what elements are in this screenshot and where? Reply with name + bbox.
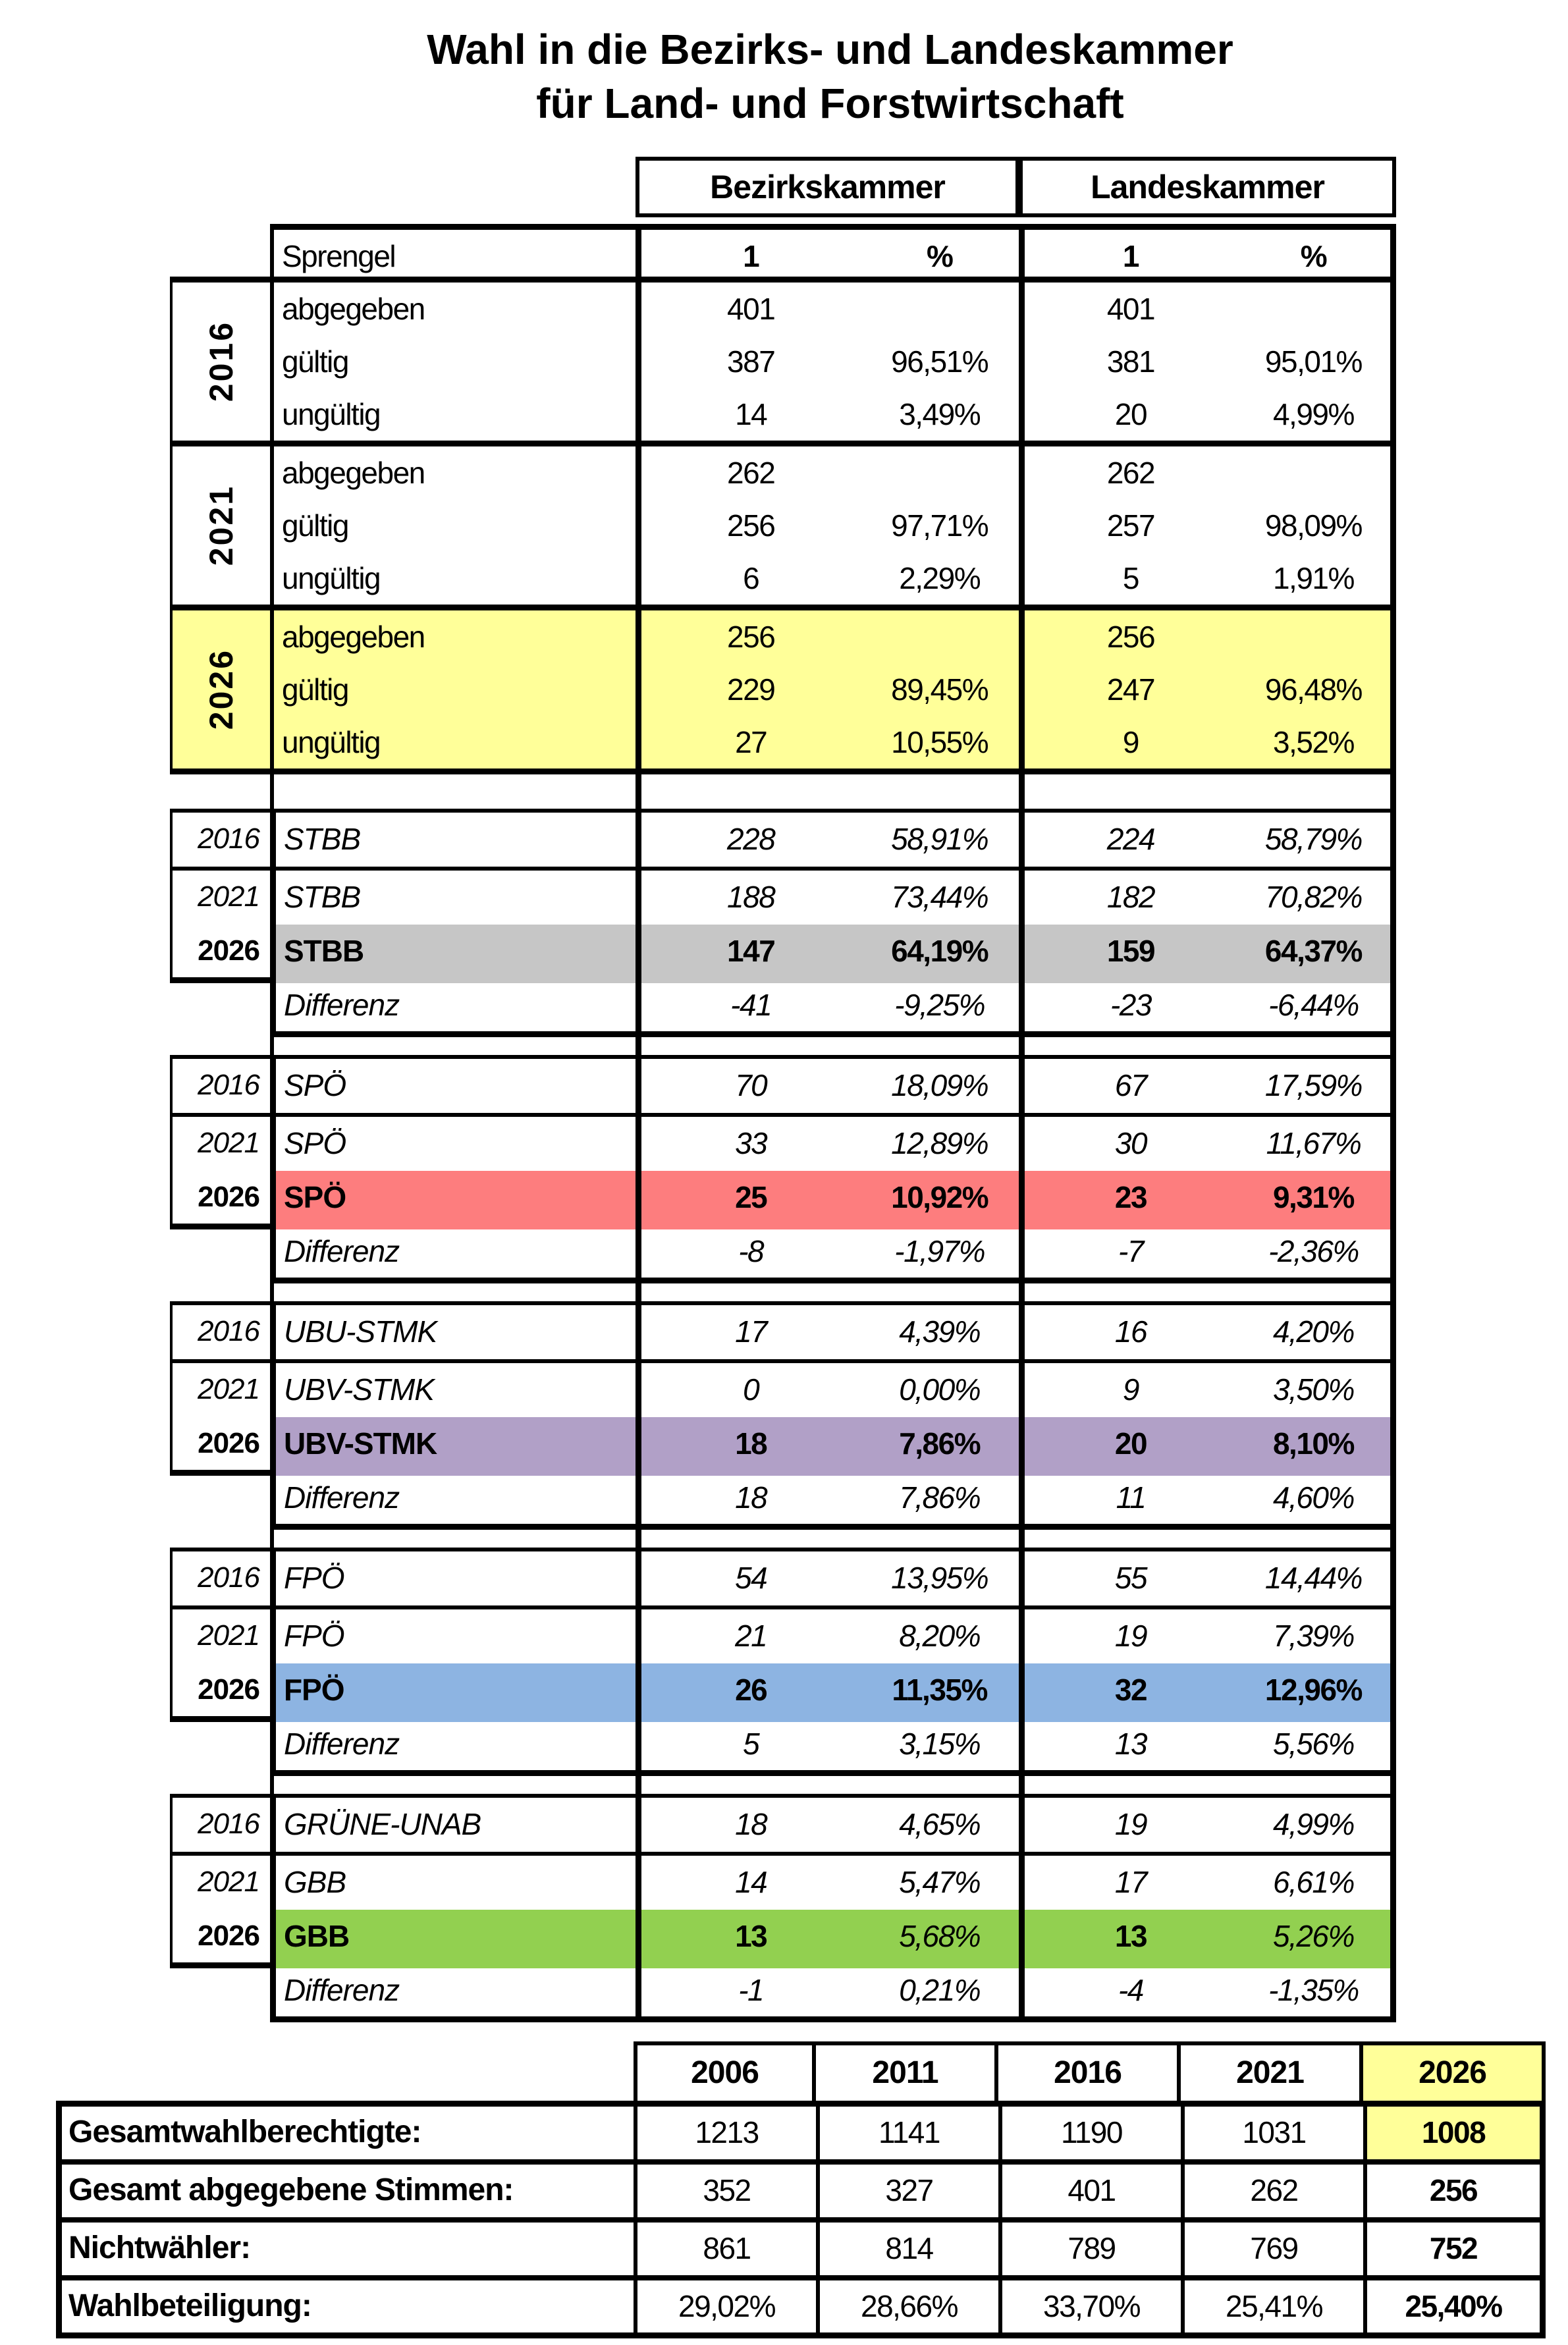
party-row-highlight	[170, 1171, 1396, 1225]
party-name: GBB	[270, 1856, 635, 1910]
party-row-highlight	[170, 1910, 1396, 1964]
group-gap	[270, 1033, 1568, 1055]
party-row	[170, 1798, 1396, 1856]
row-label: gültig	[282, 672, 348, 707]
value: 4,99%	[1272, 397, 1354, 431]
value: 814	[816, 2223, 998, 2275]
value: 20	[1114, 397, 1147, 431]
party-row-highlight	[170, 1663, 1396, 1717]
value: 13	[1114, 1919, 1147, 1953]
differenz-label: Differenz	[270, 1717, 635, 1776]
party-row	[170, 1117, 1396, 1171]
value: -7	[1118, 1234, 1143, 1268]
title-line-1: Wahl in die Bezirks- und Landeskammer	[427, 26, 1233, 73]
value: 14,44%	[1264, 1561, 1362, 1595]
value: 26	[735, 1673, 767, 1707]
row-year: 2021	[170, 1363, 270, 1417]
value: 25,40%	[1363, 2280, 1546, 2332]
value: 13	[1114, 1727, 1147, 1761]
value: 4,99%	[1272, 1807, 1354, 1841]
value: 0	[743, 1372, 759, 1407]
value: 28,66%	[816, 2280, 998, 2332]
summary-row-wahlbeteiligung	[56, 2280, 1546, 2338]
party-row-differenz	[170, 1471, 1396, 1525]
sprengel-land-count: 1	[1122, 239, 1139, 273]
table-spacer	[270, 774, 1568, 809]
party-row	[170, 1609, 1396, 1663]
differenz-label: Differenz	[270, 1471, 635, 1530]
value: 5	[1122, 561, 1139, 595]
value: 3,49%	[899, 397, 981, 431]
value: 3,50%	[1272, 1372, 1354, 1407]
party-name: GRÜNE-UNAB	[270, 1798, 635, 1852]
value: 256	[727, 620, 775, 654]
summary-year-2011: 2011	[816, 2041, 998, 2101]
party-row	[170, 1363, 1396, 1417]
value: 5	[743, 1727, 759, 1761]
value: 256	[1106, 620, 1155, 654]
year-block-2026-land	[1019, 610, 1396, 768]
chamber-header-row	[635, 157, 1396, 217]
party-group-stbb	[170, 809, 1396, 1033]
value: 6,61%	[1272, 1865, 1354, 1899]
value: 7,39%	[1272, 1619, 1354, 1653]
value	[1237, 446, 1390, 499]
value: 10,55%	[891, 725, 988, 759]
value: 73,44%	[891, 880, 988, 914]
sprengel-bez-cell	[635, 230, 1019, 283]
value: -2,36%	[1268, 1234, 1359, 1268]
year-block-2016	[170, 277, 1396, 441]
party-name: GBB	[270, 1910, 635, 1968]
value: 25,41%	[1181, 2280, 1363, 2332]
summary-year-2026: 2026	[1363, 2041, 1546, 2101]
row-label: Gesamtwahlberechtigte:	[56, 2107, 634, 2159]
sprengel-land-pct: %	[1300, 239, 1327, 273]
summary-header-row	[56, 2041, 1546, 2101]
value: 58,91%	[891, 822, 988, 856]
value: -23	[1110, 988, 1151, 1022]
value: 20	[1114, 1426, 1147, 1461]
value: 70	[735, 1068, 767, 1102]
value: 9	[1122, 1372, 1139, 1407]
value: 1213	[634, 2107, 816, 2159]
party-group-fpoe	[170, 1548, 1396, 1771]
summary-row-stimmen	[56, 2165, 1546, 2223]
value: 96,51%	[891, 344, 988, 379]
sprengel-bez-count: 1	[743, 239, 759, 273]
summary-year-2016: 2016	[998, 2041, 1181, 2101]
value: 6	[743, 561, 759, 595]
value: 1031	[1181, 2107, 1363, 2159]
value	[860, 446, 1019, 499]
value: 1,91%	[1272, 561, 1354, 595]
value: 97,71%	[891, 508, 988, 543]
summary-row-nichtwaehler	[56, 2223, 1546, 2280]
summary-table	[56, 2041, 1546, 2338]
year-block-2016-label	[170, 283, 270, 441]
value: 64,37%	[1264, 934, 1362, 968]
party-name: STBB	[270, 871, 635, 925]
value: 5,68%	[899, 1919, 981, 1953]
value: 3,15%	[899, 1727, 981, 1761]
row-year: 2026	[170, 1417, 270, 1476]
value: 861	[634, 2223, 816, 2275]
value: 25	[735, 1180, 767, 1214]
value: 23	[1114, 1180, 1147, 1214]
value: 96,48%	[1264, 672, 1362, 707]
group-gap	[270, 1771, 1568, 1794]
row-year: 2016	[170, 813, 270, 867]
row-year-empty	[170, 1471, 270, 1530]
value: 19	[1114, 1807, 1147, 1841]
party-name: FPÖ	[270, 1551, 635, 1605]
party-group-ubv	[170, 1301, 1396, 1525]
party-row-differenz	[170, 1717, 1396, 1771]
value: 387	[727, 344, 775, 379]
row-year: 2021	[170, 871, 270, 925]
party-name: FPÖ	[270, 1609, 635, 1663]
value: 95,01%	[1264, 344, 1362, 379]
turnout-table	[170, 157, 1396, 774]
value: -4	[1118, 1973, 1143, 2007]
row-label: gültig	[282, 344, 348, 379]
party-group-gbb	[170, 1794, 1396, 2018]
value: 11	[1116, 1480, 1146, 1515]
party-row	[170, 1305, 1396, 1363]
row-label: Gesamt abgegebene Stimmen:	[56, 2165, 634, 2217]
value: 229	[727, 672, 775, 707]
value: 3,52%	[1272, 725, 1354, 759]
value: 55	[1114, 1561, 1147, 1595]
value: 18	[735, 1807, 767, 1841]
row-label: gültig	[282, 508, 348, 543]
value: 247	[1106, 672, 1155, 707]
value: 1008	[1363, 2107, 1546, 2159]
value: 29,02%	[634, 2280, 816, 2332]
row-year-empty	[170, 1964, 270, 2022]
value: 33	[735, 1126, 767, 1160]
row-year: 2021	[170, 1117, 270, 1171]
value: 789	[998, 2223, 1181, 2275]
value: 228	[727, 822, 775, 856]
header-bezirkskammer: Bezirkskammer	[635, 157, 1019, 217]
party-row-highlight	[170, 1417, 1396, 1471]
party-name: STBB	[270, 925, 635, 983]
party-row-differenz	[170, 979, 1396, 1033]
value: 17	[735, 1314, 767, 1349]
value: 11,67%	[1266, 1126, 1361, 1160]
row-label: ungültig	[282, 561, 381, 595]
value	[860, 610, 1019, 663]
rotated-year-2026: 2026	[203, 649, 240, 730]
value: 58,79%	[1264, 822, 1362, 856]
value: 16	[1114, 1314, 1147, 1349]
value: 18	[735, 1426, 767, 1461]
value: 262	[1181, 2165, 1363, 2217]
value: 9	[1122, 725, 1139, 759]
value: 18,09%	[891, 1068, 988, 1102]
value: 752	[1363, 2223, 1546, 2275]
value: -1	[738, 1973, 764, 2007]
value: 27	[735, 725, 767, 759]
value: 188	[727, 880, 775, 914]
value: 5,47%	[899, 1865, 981, 1899]
value: 21	[735, 1619, 767, 1653]
value: 224	[1106, 822, 1155, 856]
value: 182	[1106, 880, 1155, 914]
value: -1,35%	[1268, 1973, 1359, 2007]
value	[860, 283, 1019, 335]
value: 4,39%	[899, 1314, 981, 1349]
value: 401	[998, 2165, 1181, 2217]
value: 327	[816, 2165, 998, 2217]
row-label: abgegeben	[282, 620, 425, 654]
value: 64,19%	[891, 934, 988, 968]
party-name: SPÖ	[270, 1059, 635, 1113]
year-block-2021-labels	[270, 446, 635, 605]
value: 257	[1106, 508, 1155, 543]
group-gap	[270, 1525, 1568, 1548]
value: 352	[634, 2165, 816, 2217]
rotated-year-2016: 2016	[203, 321, 240, 402]
value: 401	[1106, 292, 1155, 326]
group-gap	[270, 1279, 1568, 1301]
value: 7,86%	[899, 1426, 981, 1461]
party-name: UBV-STMK	[270, 1363, 635, 1417]
row-year-empty	[170, 979, 270, 1037]
value: 5,56%	[1272, 1727, 1354, 1761]
year-block-2026-bez	[635, 610, 1019, 768]
value: -6,44%	[1268, 988, 1359, 1022]
row-year-empty	[170, 1717, 270, 1776]
value: 32	[1114, 1673, 1147, 1707]
row-year: 2026	[170, 1663, 270, 1722]
value: 4,20%	[1272, 1314, 1354, 1349]
summary-header-spacer	[56, 2041, 634, 2101]
year-block-2016-labels	[270, 283, 635, 441]
value: 0,00%	[899, 1372, 981, 1407]
title-line-2: für Land- und Forstwirtschaft	[536, 80, 1124, 127]
party-row	[170, 813, 1396, 871]
value: 8,10%	[1272, 1426, 1354, 1461]
sprengel-label: Sprengel	[270, 230, 635, 283]
party-name: SPÖ	[270, 1117, 635, 1171]
value: 98,09%	[1264, 508, 1362, 543]
row-year: 2026	[170, 925, 270, 983]
differenz-label: Differenz	[270, 1225, 635, 1283]
party-group-spoe	[170, 1055, 1396, 1279]
document-title	[0, 0, 1568, 130]
summary-row-wahlberechtigte	[56, 2107, 1546, 2165]
row-label: Nichtwähler:	[56, 2223, 634, 2275]
value: 19	[1114, 1619, 1147, 1653]
value: 262	[1106, 456, 1155, 490]
value: 0,21%	[899, 1973, 981, 2007]
value: 89,45%	[891, 672, 988, 707]
value: 256	[727, 508, 775, 543]
row-label: Wahlbeteiligung:	[56, 2280, 634, 2332]
value: 18	[735, 1480, 767, 1515]
value: 4,60%	[1272, 1480, 1354, 1515]
row-label: abgegeben	[282, 456, 425, 490]
header-landeskammer: Landeskammer	[1019, 157, 1396, 217]
year-block-2021	[170, 441, 1396, 605]
value: 401	[727, 292, 775, 326]
year-block-2016-bez	[635, 283, 1019, 441]
party-name: UBU-STMK	[270, 1305, 635, 1359]
value: 147	[727, 934, 775, 968]
party-row-highlight	[170, 925, 1396, 979]
value: 67	[1114, 1068, 1147, 1102]
rotated-year-2021: 2021	[203, 485, 240, 566]
value: 1190	[998, 2107, 1181, 2159]
value: 262	[727, 456, 775, 490]
summary-year-2006: 2006	[634, 2041, 816, 2101]
party-row	[170, 1551, 1396, 1609]
value: 14	[735, 1865, 767, 1899]
value	[1237, 283, 1390, 335]
row-year: 2016	[170, 1551, 270, 1605]
value: 30	[1114, 1126, 1147, 1160]
value: 12,96%	[1264, 1673, 1362, 1707]
sprengel-bez-pct: %	[926, 239, 953, 273]
value: 159	[1106, 934, 1155, 968]
value: -41	[730, 988, 772, 1022]
differenz-label: Differenz	[270, 1964, 635, 2022]
value: 7,86%	[899, 1480, 981, 1515]
row-label: ungültig	[282, 725, 381, 759]
row-year: 2016	[170, 1059, 270, 1113]
value: 13	[735, 1919, 767, 1953]
party-name: FPÖ	[270, 1663, 635, 1722]
sprengel-land-cell	[1019, 230, 1396, 283]
row-year: 2026	[170, 1171, 270, 1229]
year-block-2021-land	[1019, 446, 1396, 605]
party-name: SPÖ	[270, 1171, 635, 1229]
row-label: abgegeben	[282, 292, 425, 326]
differenz-label: Differenz	[270, 979, 635, 1037]
summary-body	[56, 2101, 1546, 2338]
value: 13,95%	[891, 1561, 988, 1595]
year-block-2026-label	[170, 610, 270, 768]
value: 54	[735, 1561, 767, 1595]
party-row	[170, 1856, 1396, 1910]
party-row-differenz	[170, 1964, 1396, 2018]
value: 5,26%	[1272, 1919, 1354, 1953]
value	[1237, 610, 1390, 663]
year-block-2026-labels	[270, 610, 635, 768]
year-block-2021-label	[170, 446, 270, 605]
party-name: UBV-STMK	[270, 1417, 635, 1476]
summary-year-2021: 2021	[1181, 2041, 1363, 2101]
value: -9,25%	[894, 988, 985, 1022]
row-label: ungültig	[282, 397, 381, 431]
party-row-differenz	[170, 1225, 1396, 1279]
value: 9,31%	[1272, 1180, 1354, 1214]
value: 1141	[816, 2107, 998, 2159]
value: 769	[1181, 2223, 1363, 2275]
value: -8	[738, 1234, 764, 1268]
value: 17,59%	[1264, 1068, 1362, 1102]
value: 2,29%	[899, 561, 981, 595]
row-year: 2016	[170, 1305, 270, 1359]
year-block-2021-bez	[635, 446, 1019, 605]
row-year: 2016	[170, 1798, 270, 1852]
value: 8,20%	[899, 1619, 981, 1653]
value: 12,89%	[891, 1126, 988, 1160]
party-name: STBB	[270, 813, 635, 867]
value: 33,70%	[998, 2280, 1181, 2332]
value: 11,35%	[892, 1673, 987, 1707]
row-year: 2021	[170, 1609, 270, 1663]
value: -1,97%	[894, 1234, 985, 1268]
value: 14	[735, 397, 767, 431]
row-year-empty	[170, 1225, 270, 1283]
year-block-2026	[170, 605, 1396, 774]
year-block-2016-land	[1019, 283, 1396, 441]
party-row	[170, 1059, 1396, 1117]
row-year: 2026	[170, 1910, 270, 1968]
row-year: 2021	[170, 1856, 270, 1910]
party-row	[170, 871, 1396, 925]
value: 70,82%	[1264, 880, 1362, 914]
value: 256	[1363, 2165, 1546, 2217]
value: 10,92%	[891, 1180, 988, 1214]
value: 381	[1106, 344, 1155, 379]
sprengel-row	[270, 224, 1396, 277]
value: 4,65%	[899, 1807, 981, 1841]
value: 17	[1114, 1865, 1147, 1899]
